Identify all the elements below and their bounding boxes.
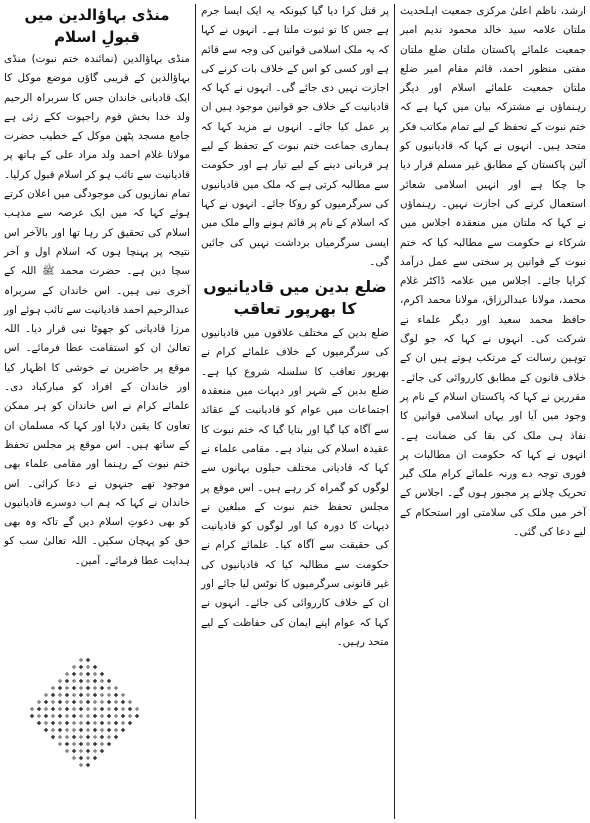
pattern-dot — [58, 735, 63, 740]
pattern-dot — [65, 700, 70, 705]
pattern-dot — [72, 700, 77, 705]
pattern-dot — [51, 686, 56, 691]
pattern-dot — [93, 756, 98, 761]
pattern-dot — [100, 742, 105, 747]
pattern-dot — [107, 686, 112, 691]
pattern-dot — [79, 693, 84, 698]
pattern-dot — [93, 693, 98, 698]
pattern-dot — [72, 721, 77, 726]
pattern-dot — [65, 679, 70, 684]
pattern-dot — [58, 742, 63, 747]
pattern-dot — [58, 686, 63, 691]
badin-article-body: ضلع بدین کے مختلف علاقوں میں قادیانیوں کی سرگرمیوں کے خلاف علمائے کرام نے بھرپور تعاقب کا سلسلہ شروع کیا ہے۔ ضلع بدین کے شہر اور دیہات میں منعقدہ اجتماعات میں عوام کو قادیانیت کے عقائد سے آگاہ کیا گیا اور بتایا گیا کہ ختم نبوت کا عقیدہ اسلام کی بنیاد ہے۔ مقامی علماء نے کہا کہ قادیانی مختلف حیلوں بہانوں سے لوگوں کو گمراہ کر رہے ہیں۔ اس موقع پر مجلس تحفظ ختم نبوت کے مبلغین نے دیہات کا دورہ کیا اور لوگوں کو قادیانیت کی حقیقت سے آگاہ کیا۔ علمائے کرام نے حکومت سے مطالبہ کیا کہ قادیانیوں کی غیر قانونی سرگرمیوں کا نوٹس لیا جائے اور ان کے خلاف کارروائی کی جائے۔ انہوں نے کہا کہ عوام اپنے ایمان کی حفاظت کے لیے متحد رہیں۔ — [201, 327, 389, 648]
pattern-dot — [86, 756, 91, 761]
pattern-dot — [65, 742, 70, 747]
pattern-dot — [58, 728, 63, 733]
pattern-dot — [114, 721, 119, 726]
pattern-dot — [86, 735, 91, 740]
pattern-dot — [44, 728, 49, 733]
pattern-dot — [86, 721, 91, 726]
pattern-dot — [44, 693, 49, 698]
pattern-dot — [121, 721, 126, 726]
pattern-dot — [100, 735, 105, 740]
pattern-dot — [93, 749, 98, 754]
pattern-dot — [128, 714, 133, 719]
pattern-dot — [121, 700, 126, 705]
pattern-dot — [128, 721, 133, 726]
pattern-dot — [86, 714, 91, 719]
pattern-dot — [65, 721, 70, 726]
pattern-dot — [107, 742, 112, 747]
pattern-dot — [51, 700, 56, 705]
pattern-dot — [114, 700, 119, 705]
right-article-body: ارشد، ناظم اعلیٰ مرکزی جمعیت اہلحدیث ملتان علامہ سید خالد محمود ندیم امیر جمعیت علمائے پاکستان ملتان ضلع ملتان مفتی منظور احمد، قائم مقام امیر ضلع ملتان جمعیت علمائے اسلام اور دیگر رہنماؤں نے مشترکہ بیان میں کہا ہے کہ ختم نبوت کے تحفظ کے لیے تمام مکاتب فکر متحد ہیں۔ انہوں نے کہا کہ قادیانیوں کو آئین پاکستان کے مطابق غیر مسلم قرار دیا جا چکا ہے اور انہیں اسلامی شعائر استعمال کرنے کی اجازت نہیں۔ رہنماؤں نے کہا کہ ملتان میں منعقدہ اجلاس میں شرکاء نے حکومت سے مطالبہ کیا کہ ختم نبوت کے قوانین پر سختی سے عمل درآمد کرایا جائے۔ اجلاس میں علامہ ڈاکٹر غلام محمد، مولانا عبدالرزاق، مولانا محمد اکرم، حافظ محمد سعید اور دیگر علماء نے شرکت کی۔ انہوں نے کہا کہ جو لوگ توہین رسالت کے مرتکب ہوتے ہیں ان کے خلاف قانون کے مطابق کارروائی کی جائے۔ مقررین نے کہا کہ پاکستان اسلام کے نام پر وجود میں آیا اور یہاں اسلامی قوانین کا نفاذ ہی ملک کی بقا کی ضمانت ہے۔ انہوں نے کہا کہ حکومت ان مطالبات پر فوری توجہ دے ورنہ علمائے کرام ملک گیر تحریک چلانے پر مجبور ہوں گے۔ اجلاس کے آخر میں ملک کی سلامتی اور استحکام کے لیے دعا کی گئی۔ — [400, 5, 586, 539]
pattern-dot — [44, 714, 49, 719]
mandi-article-body: منڈی بہاؤالدین (نمائندہ ختم نبوت) منڈی بہاؤالدین کے قریبی گاؤں موضع موکل کا ایک قادیانی خاندان جس کا سربراہ الرحیم ولد خدا بخش قوم راجپوت ککے زئی ہے جامع مسجد پٹھن موکل کے خطیب حضرت مولانا غلام احمد ولد مراد علی کے ہاتھ پر قادیانیت سے تائب ہو کر اسلام قبول کرلیا۔ تمام نمازیوں کی موجودگی میں اعلان کرتے ہوئے کہا کہ میں ایک عرصہ سے مذہب اسلام کی تحقیق کر رہا تھا اور بالآخر اس نتیجہ پر پہنچا ہوں کہ اسلام اول و آخر سچا دین ہے۔ حضرت محمد ﷺ اللہ کے آخری نبی ہیں۔ اس خاندان کے سربراہ عبدالرحیم احمد قادیانیت سے تائب ہوئے اور مرزا قادیانی کو جھوٹا نبی قرار دیا۔ اللہ تعالیٰ ان کو استقامت عطا فرمائے۔ اس موقع پر حاضرین نے خوشی کا اظہار کیا اور خاندان کے افراد کو مبارکباد دی۔ علمائے کرام نے اس خاندان کو ہر ممکن تعاون کا یقین دلایا اور کہا کہ مسلمان ان کے ساتھ ہیں۔ اس موقع پر مجلس تحفظ ختم نبوت کے رہنما اور مقامی علماء بھی موجود تھے جنہوں نے دعا کرائی۔ اس خاندان نے کہا کہ ہم اب دوسرے قادیانیوں کو بھی دعوتِ اسلام دیں گے تاکہ وہ بھی حق کو پہچان سکیں۔ اللہ تعالیٰ سب کو ہدایت عطا فرمائے۔ آمین۔ — [4, 53, 190, 567]
pattern-dot — [65, 749, 70, 754]
pattern-dot — [100, 749, 105, 754]
pattern-dot — [107, 700, 112, 705]
pattern-dot — [100, 693, 105, 698]
middle-article-continuation: پر قتل کرا دیا گیا کیونکہ یہ ایک ایسا جرم ہے جس کا تو ثبوت ملتا ہے۔ انہوں نے کہا کہ یہ ملک اسلامی قوانین کی وجہ سے قائم ہے اور کسی کو اس کے خلاف بات کرنے کی اجازت نہیں دی جائے گی۔ انہوں نے کہا کہ قادیانیت کے خلاف جو قوانین موجود ہیں ان پر عمل کیا جائے۔ انہوں نے مزید کہا کہ ہماری جماعت ختم نبوت کے تحفظ کے لیے ہر قربانی دینے کے لیے تیار ہے اور حکومت سے مطالبہ کرتی ہے کہ ملک میں قادیانیوں کی سرگرمیوں کو روکا جائے۔ انہوں نے کہا کہ اسلام کے نام پر قائم ہونے والے ملک میں ایسی سرگرمیاں برداشت نہیں کی جائیں گی۔ — [201, 5, 389, 268]
pattern-dot — [79, 672, 84, 677]
badin-article-heading: ضلع بدین میں قادیانیوں کا بھرپور تعاقب — [203, 278, 387, 319]
pattern-dot — [72, 749, 77, 754]
column-divider — [394, 4, 395, 819]
pattern-dot — [65, 693, 70, 698]
right-column — [396, 0, 590, 823]
pattern-dot — [100, 700, 105, 705]
pattern-dot — [58, 707, 63, 712]
pattern-dot — [51, 728, 56, 733]
pattern-dot — [79, 756, 84, 761]
pattern-dot — [86, 728, 91, 733]
pattern-dot — [79, 728, 84, 733]
pattern-dot — [51, 714, 56, 719]
pattern-dot — [30, 707, 35, 712]
pattern-dot — [107, 679, 112, 684]
pattern-dot — [107, 721, 112, 726]
pattern-dot — [100, 728, 105, 733]
pattern-dot — [100, 714, 105, 719]
pattern-dot — [79, 658, 84, 663]
pattern-dot — [79, 686, 84, 691]
pattern-dot — [79, 665, 84, 670]
pattern-dot — [93, 721, 98, 726]
pattern-dot — [86, 658, 91, 663]
pattern-dot — [79, 700, 84, 705]
mandi-article-heading: منڈی بہاؤالدین میں قبولِ اسلام — [24, 6, 170, 46]
pattern-dot — [100, 672, 105, 677]
pattern-dot — [86, 693, 91, 698]
pattern-dot — [93, 679, 98, 684]
pattern-dot — [72, 672, 77, 677]
pattern-dot — [93, 700, 98, 705]
pattern-dot — [65, 686, 70, 691]
pattern-dot — [93, 707, 98, 712]
pattern-dot — [107, 728, 112, 733]
pattern-dot — [72, 686, 77, 691]
pattern-dot — [79, 721, 84, 726]
pattern-dot — [51, 735, 56, 740]
pattern-dot — [86, 707, 91, 712]
pattern-dot — [114, 714, 119, 719]
column-divider — [195, 4, 196, 819]
pattern-dot — [93, 728, 98, 733]
pattern-dot — [107, 714, 112, 719]
pattern-dot — [114, 686, 119, 691]
pattern-dot — [86, 679, 91, 684]
pattern-dot — [72, 679, 77, 684]
pattern-dot — [93, 686, 98, 691]
pattern-dot — [79, 763, 84, 768]
pattern-dot — [72, 707, 77, 712]
pattern-dot — [100, 721, 105, 726]
pattern-dot — [58, 693, 63, 698]
pattern-dot — [114, 735, 119, 740]
pattern-dot — [114, 728, 119, 733]
decorative-pattern — [20, 648, 150, 778]
pattern-dot — [100, 686, 105, 691]
middle-column — [197, 0, 393, 823]
pattern-dot — [44, 700, 49, 705]
pattern-dot — [79, 742, 84, 747]
pattern-dot — [128, 700, 133, 705]
pattern-dot — [51, 693, 56, 698]
pattern-dot — [58, 700, 63, 705]
pattern-dot — [79, 714, 84, 719]
pattern-dot — [37, 714, 42, 719]
pattern-dot — [51, 721, 56, 726]
pattern-dot — [86, 700, 91, 705]
pattern-dot — [37, 721, 42, 726]
pattern-dot — [114, 693, 119, 698]
pattern-dot — [93, 672, 98, 677]
pattern-dot — [121, 693, 126, 698]
pattern-dot — [37, 700, 42, 705]
pattern-dots — [30, 658, 140, 768]
pattern-dot — [65, 728, 70, 733]
pattern-dot — [30, 714, 35, 719]
pattern-dot — [107, 735, 112, 740]
pattern-dot — [58, 714, 63, 719]
pattern-dot — [86, 742, 91, 747]
pattern-dot — [72, 693, 77, 698]
pattern-dot — [121, 707, 126, 712]
pattern-dot — [51, 707, 56, 712]
pattern-dot — [86, 686, 91, 691]
pattern-dot — [72, 665, 77, 670]
pattern-dot — [65, 735, 70, 740]
pattern-dot — [44, 707, 49, 712]
pattern-dot — [58, 679, 63, 684]
pattern-dot — [93, 714, 98, 719]
pattern-dot — [44, 721, 49, 726]
pattern-dot — [86, 665, 91, 670]
pattern-dot — [58, 721, 63, 726]
pattern-dot — [135, 714, 140, 719]
pattern-dot — [86, 672, 91, 677]
pattern-dot — [121, 728, 126, 733]
pattern-dot — [93, 665, 98, 670]
pattern-dot — [72, 742, 77, 747]
pattern-dot — [79, 735, 84, 740]
pattern-dot — [72, 735, 77, 740]
pattern-dot — [86, 763, 91, 768]
pattern-dot — [79, 749, 84, 754]
pattern-dot — [121, 714, 126, 719]
pattern-dot — [107, 707, 112, 712]
pattern-dot — [128, 707, 133, 712]
pattern-dot — [37, 707, 42, 712]
pattern-dot — [100, 679, 105, 684]
pattern-dot — [72, 728, 77, 733]
pattern-dot — [93, 735, 98, 740]
pattern-dot — [93, 742, 98, 747]
pattern-dot — [114, 707, 119, 712]
pattern-dot — [72, 756, 77, 761]
pattern-dot — [86, 749, 91, 754]
pattern-dot — [107, 693, 112, 698]
pattern-dot — [135, 707, 140, 712]
pattern-dot — [65, 707, 70, 712]
pattern-dot — [79, 679, 84, 684]
pattern-dot — [65, 672, 70, 677]
pattern-dot — [65, 714, 70, 719]
pattern-dot — [79, 707, 84, 712]
pattern-dot — [100, 707, 105, 712]
pattern-dot — [72, 714, 77, 719]
